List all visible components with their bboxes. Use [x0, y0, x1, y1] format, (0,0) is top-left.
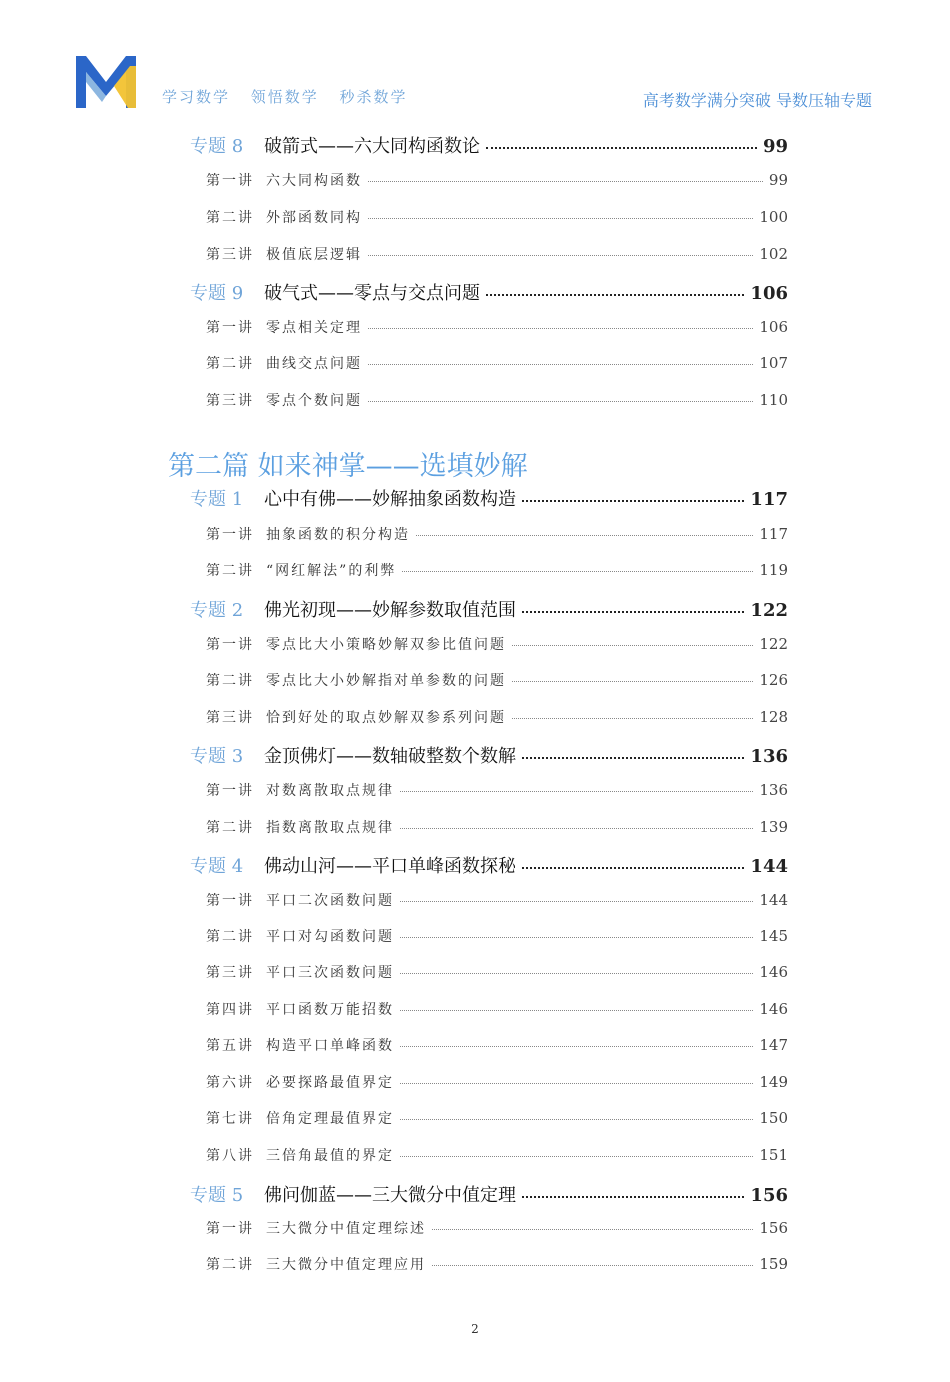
lecture-number: 第二讲: [206, 210, 254, 226]
lecture-number: 第一讲: [206, 527, 254, 543]
toc-lecture[interactable]: [206, 962, 788, 982]
leader-dots: [400, 828, 753, 829]
toc-lecture[interactable]: [206, 1035, 788, 1055]
topic-page: 136: [750, 746, 788, 767]
lecture-page: 156: [759, 1219, 788, 1237]
leader-dots: [432, 1265, 753, 1266]
lecture-title: 零点个数问题: [266, 393, 362, 409]
lecture-number: 第一讲: [206, 783, 254, 799]
lecture-title: 零点比大小策略妙解双参比值问题: [266, 637, 506, 653]
topic-number: 专题 4: [190, 856, 244, 877]
toc-lecture[interactable]: [206, 1145, 788, 1165]
lecture-page: 136: [759, 781, 788, 799]
topic-page: 99: [762, 136, 788, 157]
lecture-page: 102: [759, 245, 788, 263]
leader-dots: [400, 901, 753, 902]
lecture-number: 第一讲: [206, 637, 254, 653]
leader-dots: [400, 973, 753, 974]
lecture-title: 极值底层逻辑: [266, 247, 362, 263]
leader-dots: [486, 147, 757, 149]
page-header: [0, 0, 950, 125]
lecture-title: 平口函数万能招数: [266, 1002, 394, 1018]
lecture-title: 平口对勾函数问题: [266, 929, 394, 945]
topic-number: 专题 9: [190, 283, 244, 304]
lecture-number: 第三讲: [206, 710, 254, 726]
toc-lecture[interactable]: [206, 1254, 788, 1274]
lecture-number: 第五讲: [206, 1038, 254, 1054]
lecture-page: 159: [759, 1255, 788, 1273]
lecture-title: 指数离散取点规律: [266, 820, 394, 836]
leader-dots: [522, 500, 744, 502]
lecture-number: 第一讲: [206, 1221, 254, 1237]
toc-topic-1[interactable]: [190, 485, 788, 511]
lecture-title: 构造平口单峰函数: [266, 1038, 394, 1054]
lecture-page: 147: [759, 1036, 788, 1054]
leader-dots: [522, 757, 744, 759]
toc-topic-5[interactable]: [190, 1181, 788, 1207]
topic-number: 专题 8: [190, 136, 244, 157]
leader-dots: [402, 571, 753, 572]
lecture-number: 第三讲: [206, 965, 254, 981]
lecture-title: 对数离散取点规律: [266, 783, 394, 799]
lecture-page: 117: [759, 525, 788, 543]
lecture-page: 139: [759, 818, 788, 836]
lecture-title: 零点相关定理: [266, 320, 362, 336]
toc-lecture[interactable]: [206, 244, 788, 264]
lecture-title: 三大微分中值定理综述: [266, 1221, 426, 1237]
topic-number: 专题 2: [190, 600, 244, 621]
lecture-page: 106: [759, 318, 788, 336]
lecture-title: 平口二次函数问题: [266, 893, 394, 909]
topic-title: 心中有佛——妙解抽象函数构造: [264, 489, 516, 510]
leader-dots: [368, 181, 763, 182]
leader-dots: [512, 718, 753, 719]
leader-dots: [486, 294, 744, 296]
lecture-page: 145: [759, 927, 788, 945]
lecture-number: 第七讲: [206, 1111, 254, 1127]
lecture-page: 150: [759, 1109, 788, 1127]
topic-number: 专题 5: [190, 1185, 244, 1206]
lecture-title: “网红解法”的利弊: [266, 563, 397, 579]
leader-dots: [432, 1229, 753, 1230]
toc-topic-9[interactable]: [190, 279, 788, 305]
lecture-number: 第三讲: [206, 393, 254, 409]
toc-lecture[interactable]: [206, 207, 788, 227]
lecture-number: 第四讲: [206, 1002, 254, 1018]
toc-topic-2[interactable]: [190, 596, 788, 622]
lecture-number: 第一讲: [206, 893, 254, 909]
lecture-title: 曲线交点问题: [266, 356, 362, 372]
lecture-page: 100: [759, 208, 788, 226]
toc-topic-8[interactable]: [190, 132, 788, 158]
leader-dots: [400, 1010, 753, 1011]
lecture-page: 144: [759, 891, 788, 909]
toc-lecture[interactable]: [206, 890, 788, 910]
toc-lecture[interactable]: [206, 353, 788, 373]
lecture-number: 第一讲: [206, 173, 254, 189]
topic-title: 破气式——零点与交点问题: [264, 283, 480, 304]
topic-page: 156: [750, 1185, 788, 1206]
toc-lecture[interactable]: [206, 1108, 788, 1128]
toc-lecture[interactable]: [206, 390, 788, 410]
part-title: 第二篇 如来神掌——选填妙解: [168, 451, 528, 482]
leader-dots: [400, 791, 753, 792]
lecture-number: 第三讲: [206, 247, 254, 263]
topic-title: 破箭式——六大同构函数论: [264, 136, 480, 157]
lecture-title: 恰到好处的取点妙解双参系列问题: [266, 710, 506, 726]
lecture-title: 外部函数同构: [266, 210, 362, 226]
lecture-number: 第二讲: [206, 356, 254, 372]
leader-dots: [368, 255, 753, 256]
leader-dots: [522, 611, 744, 613]
lecture-page: 119: [759, 561, 788, 579]
topic-title: 佛光初现——妙解参数取值范围: [264, 600, 516, 621]
lecture-page: 149: [759, 1073, 788, 1091]
lecture-page: 110: [759, 391, 788, 409]
leader-dots: [512, 645, 753, 646]
topic-title: 佛问伽蓝——三大微分中值定理: [264, 1185, 516, 1206]
lecture-page: 107: [759, 354, 788, 372]
leader-dots: [368, 364, 753, 365]
lecture-number: 第二讲: [206, 673, 254, 689]
topic-title: 佛动山河——平口单峰函数探秘: [264, 856, 516, 877]
leader-dots: [522, 1196, 744, 1198]
lecture-page: 128: [759, 708, 788, 726]
lecture-number: 第二讲: [206, 820, 254, 836]
lecture-title: 三大微分中值定理应用: [266, 1257, 426, 1273]
leader-dots: [400, 937, 753, 938]
lecture-number: 第八讲: [206, 1148, 254, 1164]
topic-page: 106: [750, 283, 788, 304]
lecture-page: 126: [759, 671, 788, 689]
lecture-title: 六大同构函数: [266, 173, 362, 189]
lecture-title: 抽象函数的积分构造: [266, 527, 410, 543]
toc-lecture[interactable]: [206, 999, 788, 1019]
leader-dots: [368, 401, 753, 402]
topic-number: 专题 1: [190, 489, 244, 510]
lecture-title: 三倍角最值的界定: [266, 1148, 394, 1164]
toc-lecture[interactable]: [206, 817, 788, 837]
lecture-page: 99: [768, 171, 788, 189]
lecture-page: 122: [759, 635, 788, 653]
lecture-page: 151: [759, 1146, 788, 1164]
toc-lecture[interactable]: [206, 670, 788, 690]
leader-dots: [416, 535, 753, 536]
toc-lecture[interactable]: [206, 1218, 788, 1238]
book-title: 高考数学满分突破 导数压轴专题: [642, 91, 872, 110]
lecture-title: 零点比大小妙解指对单参数的问题: [266, 673, 506, 689]
toc-lecture[interactable]: [206, 524, 788, 544]
leader-dots: [400, 1119, 753, 1120]
toc-lecture[interactable]: [206, 560, 788, 580]
leader-dots: [512, 681, 753, 682]
lecture-title: 必要探路最值界定: [266, 1075, 394, 1091]
lecture-title: 平口三次函数问题: [266, 965, 394, 981]
toc-lecture[interactable]: [206, 1072, 788, 1092]
topic-page: 122: [750, 600, 788, 621]
leader-dots: [368, 328, 753, 329]
topic-page: 117: [750, 489, 788, 510]
leader-dots: [368, 218, 753, 219]
m-logo-icon: [72, 52, 140, 112]
leader-dots: [400, 1046, 753, 1047]
leader-dots: [400, 1156, 753, 1157]
lecture-number: 第六讲: [206, 1075, 254, 1091]
toc-lecture[interactable]: [206, 707, 788, 727]
lecture-number: 第二讲: [206, 929, 254, 945]
topic-title: 金顶佛灯——数轴破整数个数解: [264, 746, 516, 767]
topic-page: 144: [750, 856, 788, 877]
toc-lecture[interactable]: [206, 926, 788, 946]
leader-dots: [400, 1083, 753, 1084]
lecture-page: 146: [759, 1000, 788, 1018]
topic-number: 专题 3: [190, 746, 244, 767]
lecture-page: 146: [759, 963, 788, 981]
leader-dots: [522, 867, 744, 869]
toc-lecture[interactable]: [206, 634, 788, 654]
toc-topic-4[interactable]: [190, 852, 788, 878]
lecture-title: 倍角定理最值界定: [266, 1111, 394, 1127]
page-number: 2: [471, 1322, 479, 1336]
toc-lecture[interactable]: [206, 170, 788, 190]
toc-lecture[interactable]: [206, 780, 788, 800]
toc-topic-3[interactable]: [190, 742, 788, 768]
toc-lecture[interactable]: [206, 317, 788, 337]
lecture-number: 第二讲: [206, 563, 254, 579]
lecture-number: 第二讲: [206, 1257, 254, 1273]
lecture-number: 第一讲: [206, 320, 254, 336]
slogan: 学习数学 领悟数学 秒杀数学: [162, 88, 408, 106]
